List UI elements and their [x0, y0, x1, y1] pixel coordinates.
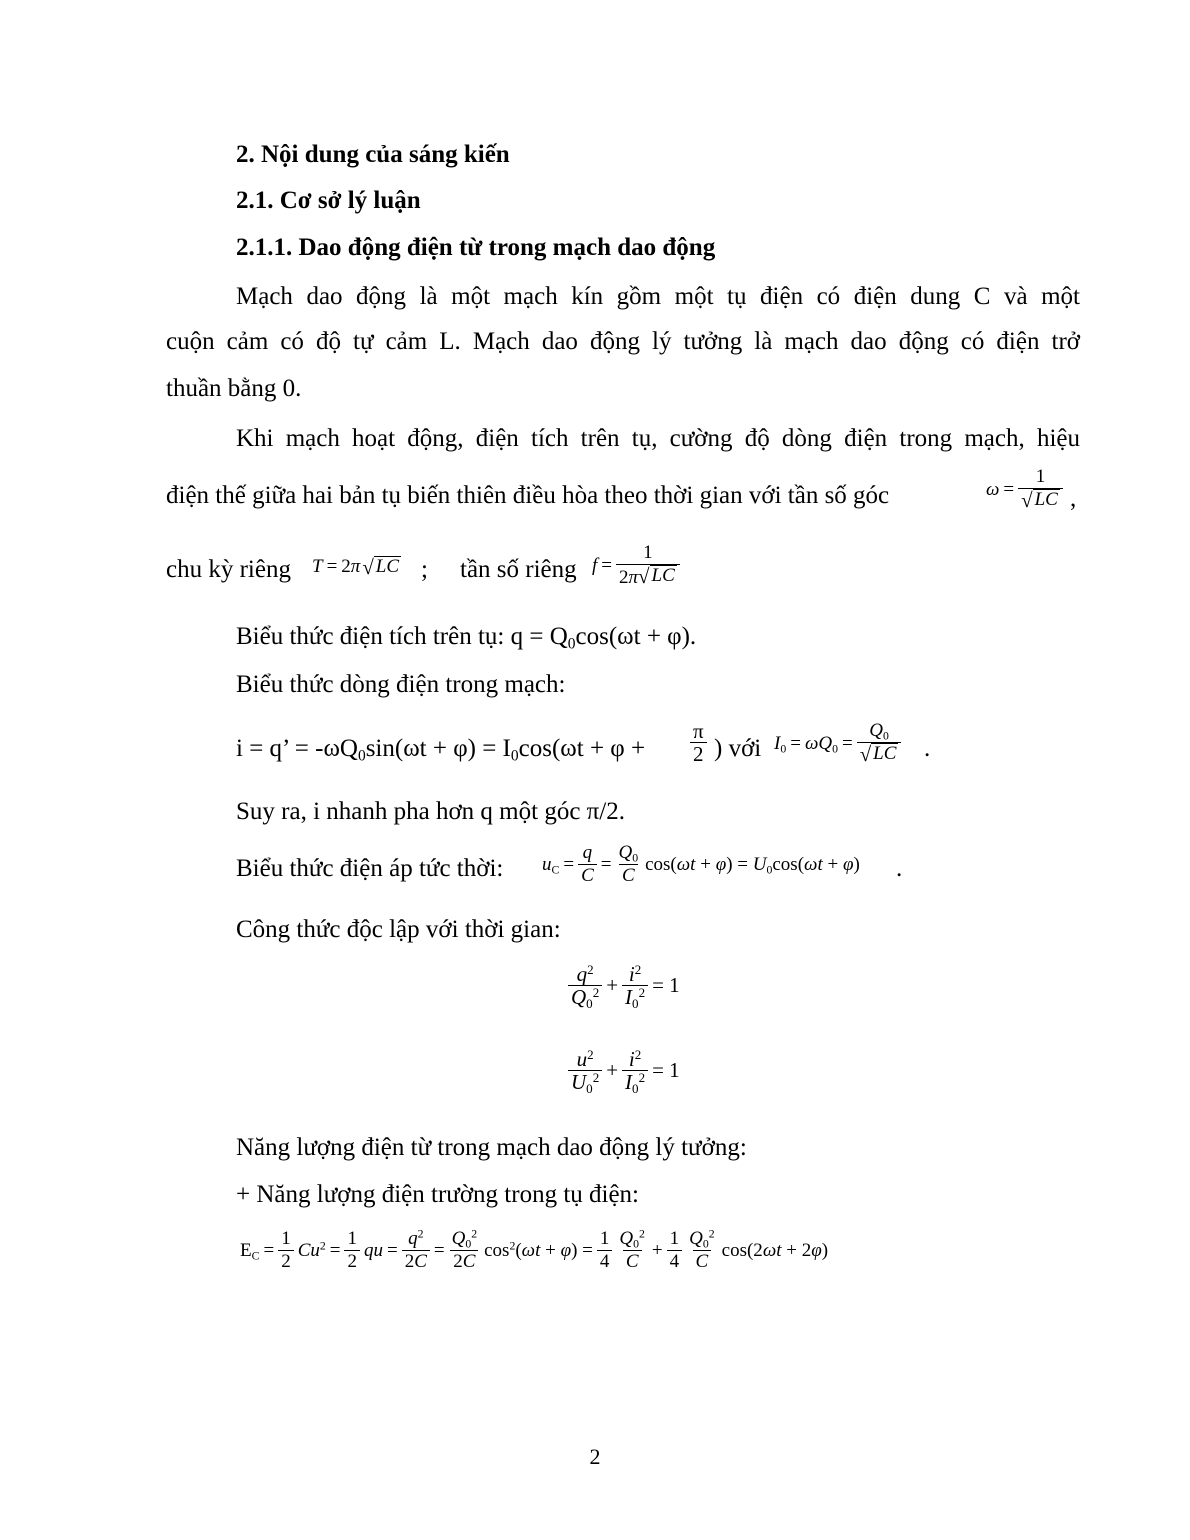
- frequency-formula: f = 1 2π √ LC: [590, 542, 682, 589]
- section-heading: 2. Nội dung của sáng kiến: [236, 141, 510, 168]
- period-label: chu kỳ riêng: [166, 556, 291, 583]
- with-text: ) với: [714, 735, 762, 762]
- period-formula: T = 2π √ LC: [312, 555, 400, 579]
- subsection-heading: 2.1. Cơ sở lý luận: [236, 187, 421, 214]
- period-mark: .: [924, 735, 931, 762]
- comma: ,: [1070, 485, 1077, 512]
- paragraph-line: thuần bằng 0.: [166, 375, 302, 402]
- efield-energy-formula: $E_C$ = $\frac{1}{2}$ Cu$^2$ = $\frac{1}{2}$ qu = $\frac{q^2}{2C}$ = $\frac{Q_0^2}{2C}$ $\cos^2(\omega t + \varphi)$ = $\frac{1}{4}$ $\frac{Q_0^2}{C}$ + $\frac{1}{4}$ $\frac{Q_0^2}{C}$ cos(2ωt + 2φ): [240, 1227, 829, 1272]
- paragraph-line: Mạch dao động là một mạch kín gồm một tụ điện có điện dung C và một: [236, 283, 1080, 310]
- phase-note: Suy ra, i nhanh pha hơn q một góc π/2.: [236, 798, 625, 825]
- frequency-label: tần số riêng: [460, 556, 577, 583]
- independent-formula-2: $\frac{u^2}{U_0^2}$ + $\frac{i^2}{I_0^2}$ = 1: [566, 1048, 682, 1093]
- pi-half-fraction: $\frac{\pi}{2}$: [688, 720, 709, 765]
- page-number: 2: [589, 1444, 601, 1469]
- paragraph-line: điện thế giữa hai bản tụ biến thiên điều hòa theo thời gian với tần số góc: [166, 482, 890, 509]
- charge-expression: Biểu thức điện tích trên tụ: $q = Q_0\cos(\omega t + \varphi)$.: [236, 623, 697, 653]
- independent-formula-1: $\frac{q^2}{Q_0^2}$ + $\frac{i^2}{I_0^2}$ = 1: [566, 963, 682, 1008]
- omega-formula: ω = 1 √ LC: [984, 466, 1065, 513]
- period-mark: .: [896, 855, 903, 882]
- voltage-label: Biểu thức điện áp tức thời:: [236, 855, 504, 882]
- energy-label: Năng lượng điện từ trong mạch dao động lý tưởng:: [236, 1134, 747, 1161]
- subsubsection-heading: 2.1.1. Dao động điện từ trong mạch dao động: [236, 234, 716, 261]
- separator: ;: [421, 556, 428, 583]
- paragraph-line: cuộn cảm có độ tự cảm L. Mạch dao động lý tưởng là mạch dao động có điện trở: [166, 328, 1080, 355]
- independent-label: Công thức độc lập với thời gian:: [236, 916, 561, 943]
- current-label: Biểu thức dòng điện trong mạch:: [236, 671, 566, 698]
- voltage-formula: $u_C$ = $\frac{q}{C}$ = $\frac{Q_0}{C}$ $\cos(\omega t + \varphi) = U_0\cos(\omega t + \varphi)$: [542, 842, 860, 886]
- paragraph-line: Khi mạch hoạt động, điện tích trên tụ, cường độ dòng điện trong mạch, hiệu: [236, 425, 1080, 452]
- amplitude-current-formula: $I_0$ = $\omega Q_0$ = $Q_0$ √ LC: [772, 720, 903, 767]
- current-expression: i = q’ = $-\omega Q_0\sin(\omega t + \varphi) = I_0\cos(\omega t + \varphi$ +: [236, 735, 646, 765]
- efield-label: + Năng lượng điện trường trong tụ điện:: [236, 1181, 640, 1208]
